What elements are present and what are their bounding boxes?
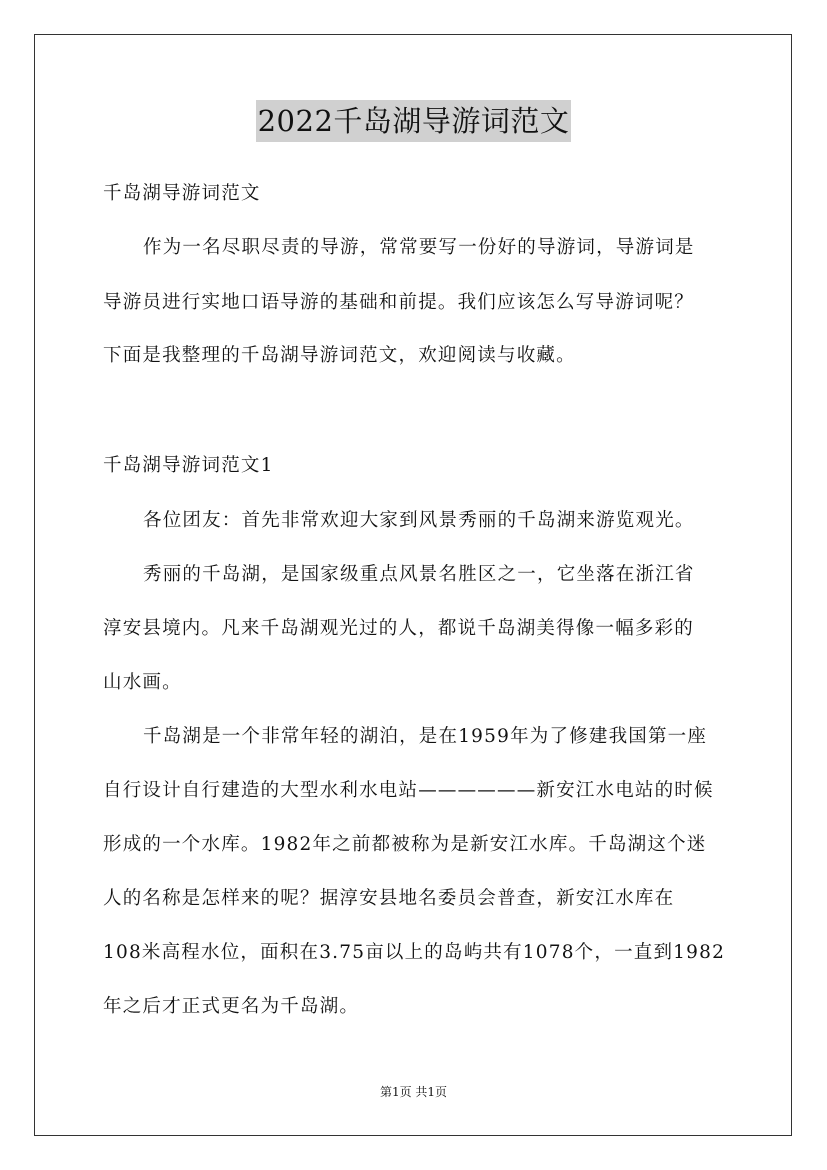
body-line: 人的名称是怎样来的呢？据淳安县地名委员会普查，新安江水库在 xyxy=(103,888,675,909)
body-line: 千岛湖是一个非常年轻的湖泊，是在1959年为了修建我国第一座 xyxy=(143,726,708,747)
body-line: 形成的一个水库。1982年之前都被称为是新安江水库。千岛湖这个迷 xyxy=(103,834,707,855)
body-line: 自行设计自行建造的大型水利水电站——————新安江水电站的时候 xyxy=(103,780,714,801)
intro-line: 作为一名尽职尽责的导游，常常要写一份好的导游词，导游词是 xyxy=(143,237,695,258)
body-line: 108米高程水位，面积在3.75亩以上的岛屿共有1078个，一直到1982 xyxy=(103,942,726,963)
title-container xyxy=(0,100,827,142)
body-line: 各位团友：首先非常欢迎大家到风景秀丽的千岛湖来游览观光。 xyxy=(143,510,695,531)
body-line: 山水画。 xyxy=(103,672,182,693)
body-line: 淳安县境内。凡来千岛湖观光过的人，都说千岛湖美得像一幅多彩的 xyxy=(103,618,695,639)
page-footer: 第1页 共1页 xyxy=(379,1085,448,1099)
body-line: 秀丽的千岛湖，是国家级重点风景名胜区之一，它坐落在浙江省 xyxy=(143,564,695,585)
intro-line: 导游员进行实地口语导游的基础和前提。我们应该怎么写导游词呢？ xyxy=(103,292,695,313)
document-subtitle: 千岛湖导游词范文 xyxy=(103,183,261,204)
intro-line: 下面是我整理的千岛湖导游词范文，欢迎阅读与收藏。 xyxy=(103,345,576,366)
section-heading: 千岛湖导游词范文1 xyxy=(103,455,274,476)
body-line: 年之后才正式更名为千岛湖。 xyxy=(103,996,360,1017)
document-title: 2022千岛湖导游词范文 xyxy=(256,100,572,142)
